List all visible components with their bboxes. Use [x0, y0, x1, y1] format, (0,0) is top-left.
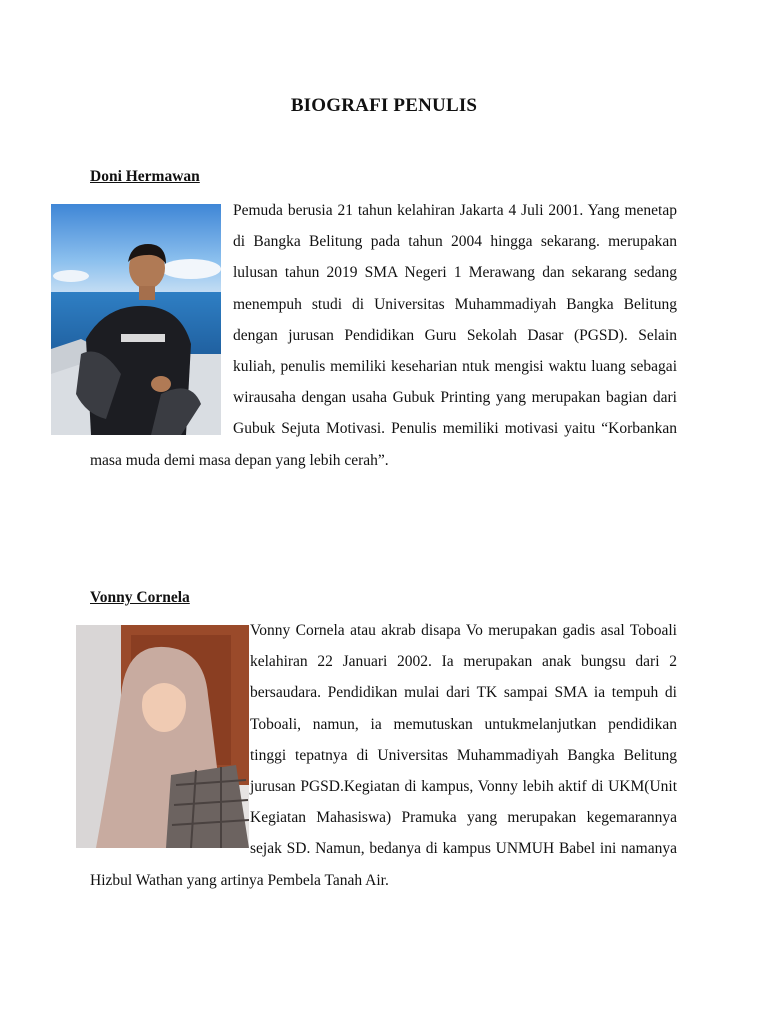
page-title: BIOGRAFI PENULIS [290, 95, 478, 116]
author-name-vonny: Vonny Cornela [90, 589, 190, 606]
photo-wrap-spacer [90, 615, 250, 863]
author-bio-text: Pemuda berusia 21 tahun kelahiran Jakarta 4 Juli 2001. Yang menetap di Bangka Belitung pada tahun 2004 hingga sekarang. merupakan lulusan tahun 2019 SMA Negeri 1 Merawang dan sekarang sedang menempuh studi di Universitas Muhammadiyah Bangka Belitung dengan jurusan Pendidikan Guru Sekolah Dasar (PGSD). Selain kuliah, penulis memiliki keseharian ntuk mengisi waktu luang sebagai wirausaha dengan usaha Gubuk Printing yang merupakan bagian dari Gubuk Sejuta Motivasi. Penulis memiliki motivasi yaitu “Korbankan masa muda demi masa depan yang lebih cerah”. [90, 202, 677, 469]
photo-wrap-spacer [90, 195, 233, 443]
author-bio-vonny [90, 615, 677, 896]
author-bio-text: Vonny Cornela atau akrab disapa Vo merupakan gadis asal Toboali kelahiran 22 Januari 2002. Ia merupakan anak bungsu dari 2 bersaudara. Pendidikan mulai dari TK sampai SMA ia tempuh di Toboali, namun, ia memutuskan untukmelanjutkan pendidikan tinggi tepatnya di Universitas Muhammadiyah Bangka Belitung jurusan PGSD.Kegiatan di kampus, Vonny lebih aktif di UKM(Unit Kegiatan Mahasiswa) Pramuka yang merupakan kegemarannya sejak SD. Namun, bedanya di kampus UNMUH Babel ini namanya Hizbul Wathan yang artinya Pembela Tanah Air. [90, 622, 677, 889]
author-name-doni: Doni Hermawan [90, 168, 200, 185]
author-bio-doni [90, 195, 677, 476]
